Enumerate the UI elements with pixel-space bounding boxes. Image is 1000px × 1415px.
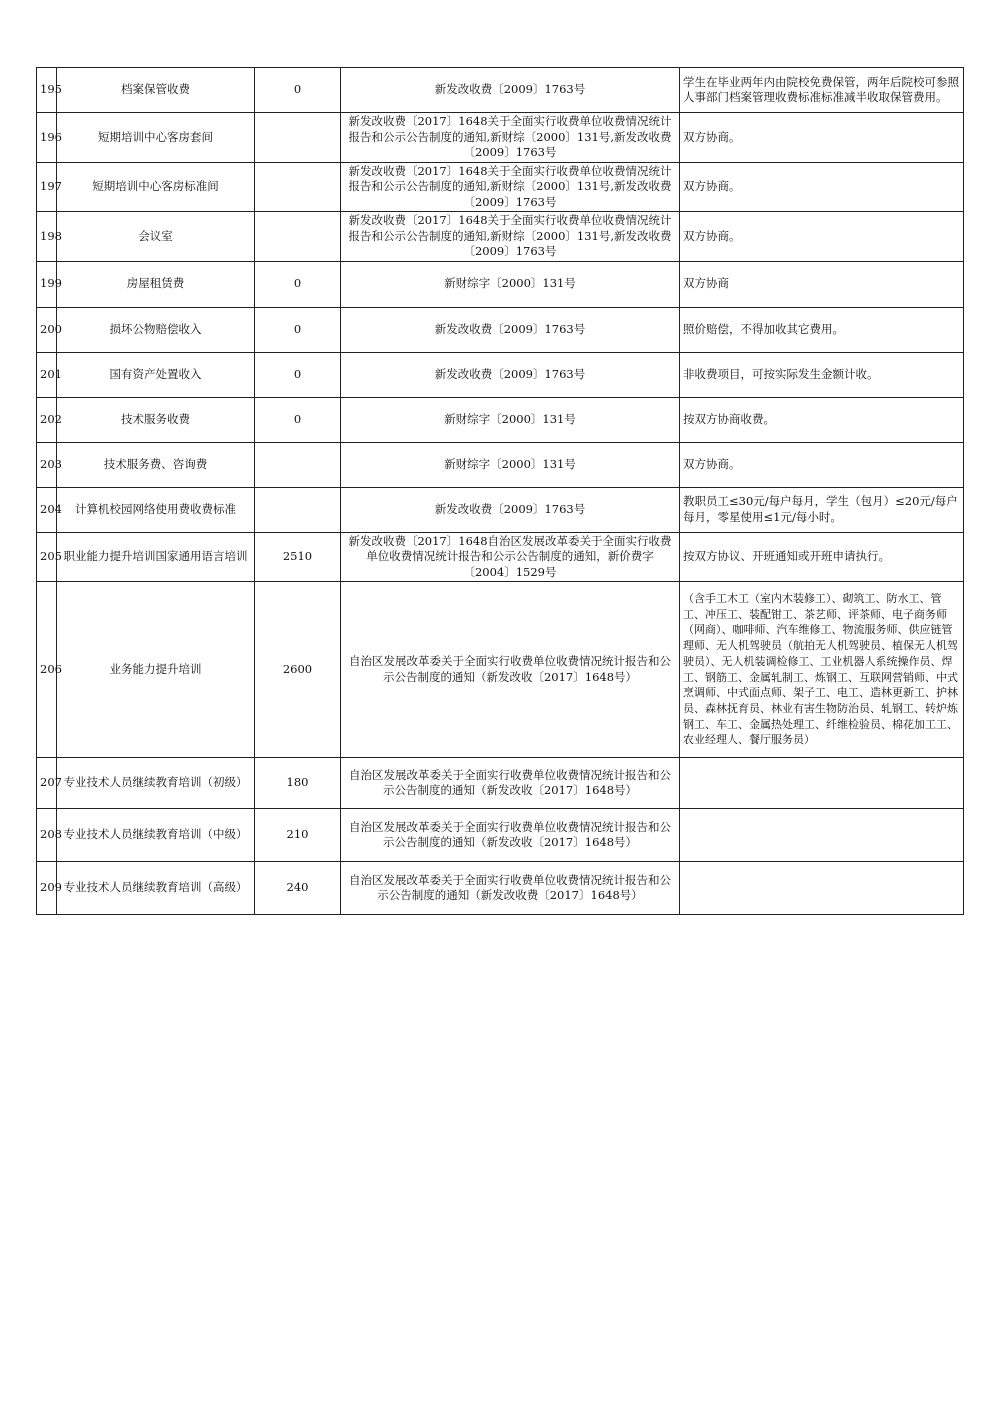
fee-remark: 双方协商。 (680, 113, 964, 163)
fee-basis: 新发改收费〔2017〕1648关于全面实行收费单位收费情况统计报告和公示公告制度的通知,新财综〔2000〕131号,新发改收费〔2009〕1763号 (341, 113, 680, 163)
fee-standard: 240 (255, 862, 341, 915)
table-row (37, 162, 964, 212)
fee-standard: 0 (255, 68, 341, 113)
table-row (37, 809, 964, 862)
fee-basis: 自治区发展改革委关于全面实行收费单位收费情况统计报告和公示公告制度的通知（新发改收费〔2017〕1648号） (341, 862, 680, 915)
fee-remark (680, 809, 964, 862)
fee-item-name: 档案保管收费 (57, 68, 255, 113)
table-row (37, 582, 964, 758)
fee-item-name: 技术服务收费 (57, 397, 255, 442)
fee-remark: 照价赔偿，不得加收其它费用。 (680, 307, 964, 352)
table-row (37, 307, 964, 352)
row-number: 209 (37, 862, 57, 915)
fee-basis: 新财综字〔2000〕131号 (341, 442, 680, 487)
fee-remark: 学生在毕业两年内由院校免费保管，两年后院校可参照人事部门档案管理收费标准标准减半收取保管费用。 (680, 68, 964, 113)
fee-basis: 自治区发展改革委关于全面实行收费单位收费情况统计报告和公示公告制度的通知（新发改收〔2017〕1648号） (341, 758, 680, 809)
fee-standard: 2510 (255, 532, 341, 582)
row-number: 197 (37, 162, 57, 212)
row-number: 206 (37, 582, 57, 758)
fee-basis: 新发改收费〔2009〕1763号 (341, 307, 680, 352)
table-row (37, 397, 964, 442)
fee-remark: （含手工木工（室内木装修工）、砌筑工、防水工、管工、冲压工、装配钳工、茶艺师、评茶师、电子商务师（网商）、咖啡师、汽车维修工、物流服务师、供应链管理师、无人机驾驶员（航拍无人机驾驶员、植保无人机驾驶员）、无人机装调检修工、工业机器人系统操作员、焊工、钢筋工、金属轧制工、炼钢工、互联网营销师、中式烹调师、中式面点师、架子工、电工、造林更新工、护林员、森林抚育员、林业有害生物防治员、轧钢工、转炉炼钢工、车工、金属热处理工、纤维检验员、棉花加工工、农业经理人、餐厅服务员） (680, 582, 964, 758)
table-row (37, 261, 964, 307)
table-row (37, 212, 964, 262)
fee-standard: 210 (255, 809, 341, 862)
fee-remark: 双方协商。 (680, 162, 964, 212)
row-number: 196 (37, 113, 57, 163)
table-row (37, 442, 964, 487)
table-row (37, 862, 964, 915)
fee-basis: 新发改收费〔2017〕1648关于全面实行收费单位收费情况统计报告和公示公告制度的通知,新财综〔2000〕131号,新发改收费〔2009〕1763号 (341, 212, 680, 262)
fee-item-name: 职业能力提升培训国家通用语言培训 (57, 532, 255, 582)
fee-item-name: 房屋租赁费 (57, 261, 255, 307)
fee-standard (255, 212, 341, 262)
fee-standard: 0 (255, 261, 341, 307)
fee-remark: 双方协商。 (680, 212, 964, 262)
row-number: 198 (37, 212, 57, 262)
fee-standard: 0 (255, 397, 341, 442)
table-row (37, 532, 964, 582)
fee-table (36, 67, 964, 915)
fee-standard (255, 442, 341, 487)
fee-item-name: 技术服务费、咨询费 (57, 442, 255, 487)
table-row (37, 758, 964, 809)
fee-item-name: 计算机校园网络使用费收费标准 (57, 487, 255, 532)
fee-standard (255, 113, 341, 163)
fee-item-name: 专业技术人员继续教育培训（中级） (57, 809, 255, 862)
fee-remark: 非收费项目，可按实际发生金额计收。 (680, 352, 964, 397)
row-number: 199 (37, 261, 57, 307)
fee-basis: 自治区发展改革委关于全面实行收费单位收费情况统计报告和公示公告制度的通知（新发改收〔2017〕1648号） (341, 809, 680, 862)
fee-standard: 180 (255, 758, 341, 809)
row-number: 204 (37, 487, 57, 532)
fee-basis: 新财综字〔2000〕131号 (341, 397, 680, 442)
fee-standard (255, 162, 341, 212)
row-number: 207 (37, 758, 57, 809)
fee-standard (255, 487, 341, 532)
fee-item-name: 专业技术人员继续教育培训（高级） (57, 862, 255, 915)
fee-remark: 双方协商 (680, 261, 964, 307)
fee-item-name: 会议室 (57, 212, 255, 262)
table-row (37, 352, 964, 397)
fee-standard: 2600 (255, 582, 341, 758)
row-number: 208 (37, 809, 57, 862)
fee-item-name: 短期培训中心客房标准间 (57, 162, 255, 212)
row-number: 200 (37, 307, 57, 352)
fee-basis: 新发改收费〔2009〕1763号 (341, 352, 680, 397)
fee-basis: 新财综字〔2000〕131号 (341, 261, 680, 307)
row-number: 202 (37, 397, 57, 442)
fee-item-name: 专业技术人员继续教育培训（初级） (57, 758, 255, 809)
fee-remark (680, 758, 964, 809)
fee-basis: 新发改收费〔2017〕1648自治区发展改革委关于全面实行收费单位收费情况统计报告和公示公告制度的通知，新价费字〔2004〕1529号 (341, 532, 680, 582)
fee-basis: 自治区发展改革委关于全面实行收费单位收费情况统计报告和公示公告制度的通知（新发改收〔2017〕1648号） (341, 582, 680, 758)
fee-remark: 双方协商。 (680, 442, 964, 487)
fee-remark: 按双方协议、开班通知或开班申请执行。 (680, 532, 964, 582)
table-row (37, 68, 964, 113)
fee-basis: 新发改收费〔2017〕1648关于全面实行收费单位收费情况统计报告和公示公告制度的通知,新财综〔2000〕131号,新发改收费〔2009〕1763号 (341, 162, 680, 212)
fee-item-name: 短期培训中心客房套间 (57, 113, 255, 163)
fee-item-name: 损坏公物赔偿收入 (57, 307, 255, 352)
fee-basis: 新发改收费〔2009〕1763号 (341, 487, 680, 532)
row-number: 195 (37, 68, 57, 113)
fee-remark (680, 862, 964, 915)
table-row (37, 487, 964, 532)
fee-item-name: 国有资产处置收入 (57, 352, 255, 397)
fee-remark: 按双方协商收费。 (680, 397, 964, 442)
fee-item-name: 业务能力提升培训 (57, 582, 255, 758)
fee-remark: 教职员工≤30元/每户每月，学生（包月）≤20元/每户每月，零星使用≤1元/每小时。 (680, 487, 964, 532)
table-row (37, 113, 964, 163)
fee-standard: 0 (255, 307, 341, 352)
row-number: 205 (37, 532, 57, 582)
fee-basis: 新发改收费〔2009〕1763号 (341, 68, 680, 113)
row-number: 203 (37, 442, 57, 487)
row-number: 201 (37, 352, 57, 397)
fee-standard: 0 (255, 352, 341, 397)
